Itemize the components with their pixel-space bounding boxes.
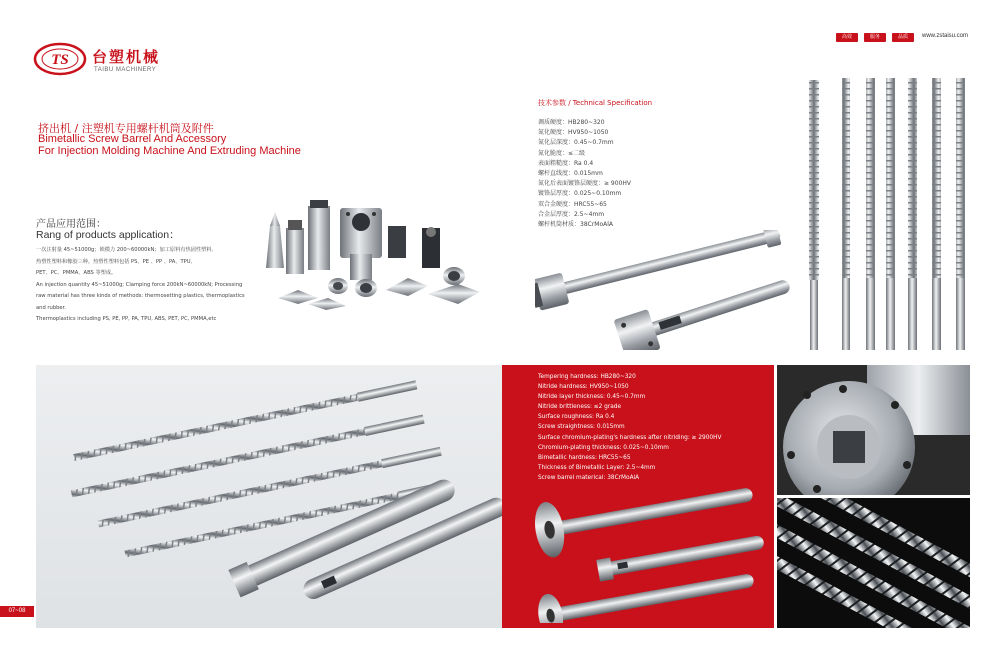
screw-rod — [71, 428, 366, 497]
spec-list — [538, 118, 631, 230]
red-spec-item: Nitride hardness: HV950~1050 — [538, 384, 629, 391]
website-link[interactable]: www.zstaisu.com — [922, 33, 969, 39]
application-line: PET、PC、PMMA、ABS 等塑成。 — [36, 270, 117, 276]
vertical-screw — [886, 78, 895, 350]
page-title-cn: 挤出机 / 注塑机专用螺杆机筒及附件 — [38, 122, 214, 135]
spec-item: 螺杆直线度：0.015mm — [538, 170, 603, 178]
company-name-cn: 台塑机械 — [92, 48, 161, 66]
vertical-screw — [866, 78, 875, 350]
application-heading-cn: 产品应用范围： — [36, 219, 106, 230]
application-heading-en: Rang of products application： — [36, 229, 180, 241]
company-name-en: TAIBU MACHINERY — [94, 67, 157, 73]
vertical-screw — [908, 78, 917, 350]
red-spec-item: Nitride brittleness: ≤2 grade — [538, 404, 622, 411]
spec-item: 螺杆机筒材质：38CrMoAlA — [538, 221, 614, 229]
spec-item: 合金层厚度：2.5~4mm — [538, 210, 605, 218]
red-spec-item: Tempering hardness: HB280~320 — [538, 374, 636, 380]
application-line: An injection quantity 45~51000g; Clamping force 200kN~60000kN; Processing — [36, 281, 243, 288]
red-spec-item: Screw straightness: 0.015mm — [538, 424, 625, 431]
red-spec-list — [538, 372, 721, 483]
vertical-screws-photo — [804, 76, 974, 358]
spec-item: 调质硬度：HB280~320 — [538, 119, 605, 126]
nav-item-efficiency[interactable]: 高效 — [836, 33, 858, 42]
application-line: Thermoplastics including PS, PE, PP, PA, TPU, ABS, PET, PC, PMMA,etc — [36, 316, 217, 322]
spec-title: 技术参数 / Technical Specification — [538, 99, 653, 107]
spec-item: 表面粗糙度：Ra 0.4 — [538, 159, 594, 167]
screw-rod — [73, 394, 358, 461]
nav-item-quality[interactable]: 品质 — [892, 33, 914, 42]
application-line: 热塑性塑料和橡胶三种。热塑性塑料包括 PS、PE 、PP 、PA、TPU、 — [36, 258, 196, 265]
page-title-en-line2: For Injection Molding Machine And Extruding Machine — [38, 145, 301, 157]
red-spec-item: Surface chromium-plating's hardness after nitriding: ≥ 2900HV — [538, 434, 722, 441]
flange-closeup-photo — [777, 365, 970, 495]
vertical-screw — [809, 80, 819, 350]
spec-item: 双合金硬度：HRC55~65 — [538, 200, 607, 208]
application-line: raw material has three kinds of methods: thermosetting plastics, thermoplastics — [36, 293, 245, 299]
vertical-screw — [932, 78, 941, 350]
nav-item-service[interactable]: 服务 — [864, 33, 886, 42]
red-spec-item: Nitride layer thickness: 0.45~0.7mm — [538, 394, 646, 401]
spec-item: 氮化硬度：HV950~1050 — [538, 129, 609, 137]
vertical-screw — [842, 78, 850, 350]
application-description — [36, 245, 258, 326]
page-number: 07~08 — [0, 606, 34, 617]
screw-barrel-panel — [36, 365, 502, 628]
red-spec-item: Thickness of Bimetallic Layer: 2.5~4mm — [538, 464, 656, 471]
vertical-screw — [956, 78, 965, 350]
application-line: 一次注射量 45~51000g；锁模力 200~60000kN；加工原料有热固性塑料、 — [36, 247, 217, 253]
red-spec-item: Bimetallic hardness: HRC55~65 — [538, 454, 631, 461]
spec-item: 氮化层深度：0.45~0.7mm — [538, 139, 614, 147]
red-spec-item: Chromium-plating thickness: 0.025~0.10mm — [538, 444, 669, 451]
red-panel-barrels-photo — [525, 478, 770, 623]
company-logo-mark — [33, 41, 87, 77]
spec-item: 氮化脆度：≤二级 — [538, 149, 586, 157]
barrel-photo — [535, 230, 800, 350]
red-spec-item: Surface roughness: Ra 0.4 — [538, 414, 615, 421]
spec-item: 氮化后表面镀铬层硬度：≥ 900HV — [538, 180, 632, 188]
screws-closeup-photo — [777, 498, 970, 628]
page-title-en-line1: Bimetallic Screw Barrel And Accessory — [38, 133, 227, 145]
accessories-photo — [258, 198, 510, 313]
red-spec-item: Screw barrel materical: 38CrMoAlA — [538, 474, 640, 481]
svg-text:TS: TS — [51, 52, 69, 68]
application-line: and rubber. — [36, 304, 66, 311]
spec-item: 镀铬层厚度：0.025~0.10mm — [538, 190, 622, 198]
page-title-en — [38, 133, 338, 157]
screw-rod — [98, 460, 383, 527]
